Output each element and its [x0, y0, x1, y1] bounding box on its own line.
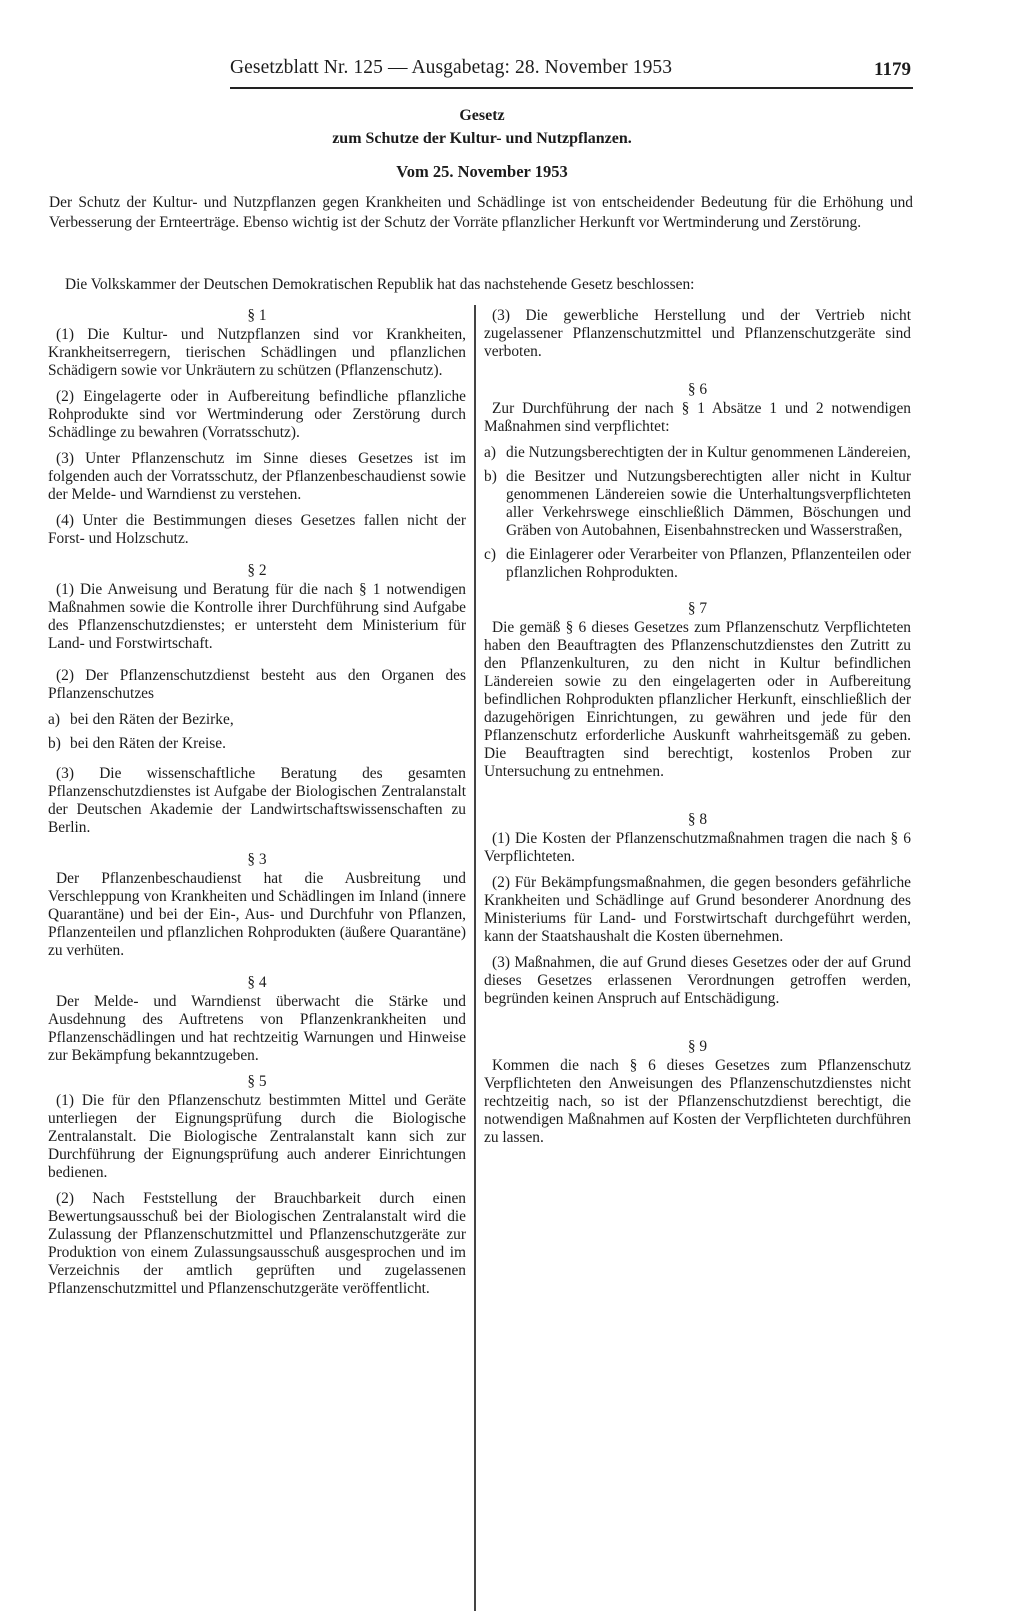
section-7-paragraph-1: Die gemäß § 6 dieses Gesetzes zum Pflanzenschutz Verpflichteten haben den Beauftragten des Pflanzenschutzdienstes den Zutritt zu den Pflanzenkulturen, zu den nicht in Kultur befindlichen Ländereien sowie zu den eingelagerten oder in Aufbereitung befindlichen Rohprodukten pflanzlicher Herkunft, einschließlich der dazugehörigen Einrichtungen, zu gewähren und jede für den Pflanzenschutz erforderliche Auskunft wahrheitsgemäß zu geben. Die Beauftragten sind berechtigt, kostenlos Proben zur Untersuchung zu entnehmen. — [484, 619, 911, 780]
section-8-paragraph-1: (1) Die Kosten der Pflanzenschutzmaßnahmen tragen die nach § 6 Verpflichteten. — [484, 830, 911, 865]
list-item: a) bei den Räten der Bezirke, — [48, 711, 234, 728]
law-subtitle: zum Schutze der Kultur- und Nutzpflanzen. — [332, 129, 632, 147]
enactment-clause: Die Volkskammer der Deutschen Demokratischen Republik hat das nachstehende Gesetz beschlossen: — [65, 276, 695, 293]
column-divider — [474, 305, 476, 1611]
section-9-heading: § 9 — [687, 1038, 708, 1055]
section-2-paragraph-2: (2) Der Pflanzenschutzdienst besteht aus den Organen des Pflanzenschutzes — [48, 667, 466, 702]
right-column — [484, 307, 911, 1155]
running-title: Gesetzblatt Nr. 125 — Ausgabetag: 28. November 1953 — [230, 57, 673, 78]
section-6-heading: § 6 — [687, 381, 708, 398]
section-8-paragraph-3: (3) Maßnahmen, die auf Grund dieses Gesetzes oder der auf Grund dieses Gesetzes erlassenen Verordnungen getroffen werden, begründen keinen Anspruch auf Entschädigung. — [484, 954, 911, 1007]
section-2-paragraph-1: (1) Die Anweisung und Beratung für die nach § 1 notwendigen Maßnahmen sowie die Kontrolle ihrer Durchführung sind Aufgabe des Pflanzenschutzdienstes; er untersteht dem Ministerium für Land- und Forstwirtschaft. — [48, 581, 466, 652]
page-header — [230, 57, 913, 89]
section-1-paragraph-1: (1) Die Kultur- und Nutzpflanzen sind vor Krankheiten, Krankheitserregern, tierischen Schädlingen und pflanzlichen Schädigern sowie vor Unkräutern zu schützen (Pflanzenschutz). — [48, 326, 466, 379]
section-5-paragraph-1: (1) Die für den Pflanzenschutz bestimmten Mittel und Geräte unterliegen der Eignungsprüfung durch die Biologische Zentralanstalt. Die Biologische Zentralanstalt kann sich zur Durchführung der Eignungsprüfung auch anderer Einrichtungen bedienen. — [48, 1092, 466, 1181]
law-date: Vom 25. November 1953 — [396, 162, 568, 182]
left-column — [48, 307, 466, 1306]
law-title-block — [48, 106, 916, 182]
section-3-heading: § 3 — [247, 851, 267, 868]
section-6-paragraph-1: Zur Durchführung der nach § 1 Absätze 1 und 2 notwendigen Maßnahmen sind verpflichtet: — [484, 400, 911, 435]
section-1-paragraph-4: (4) Unter die Bestimmungen dieses Gesetzes fallen nicht der Forst- und Holzschutz. — [48, 512, 466, 547]
page-number: 1179 — [874, 59, 911, 80]
section-8-heading: § 8 — [687, 811, 708, 828]
section-2-paragraph-3: (3) Die wissenschaftliche Beratung des gesamten Pflanzenschutzdienstes ist Aufgabe der Biologischen Zentralanstalt der Deutschen Akademie der Landwirtschaftswissenschaften zu Berlin. — [48, 765, 466, 836]
preamble: Der Schutz der Kultur- und Nutzpflanzen gegen Krankheiten und Schädlinge ist von entscheidender Bedeutung für die Erhöhung und Verbesserung der Ernteerträge. Ebenso wichtig ist der Schutz der Vorräte pflanzlicher Herkunft vor Wertminderung und Zerstörung. — [49, 194, 913, 231]
section-8-paragraph-2: (2) Für Bekämpfungsmaßnahmen, die gegen besonders gefährliche Krankheiten und Schädlinge auf Grund besonderer Anordnung des Ministeriums für Land- und Forstwirtschaft durchgeführt werden, kann der Staatshaushalt die Kosten übernehmen. — [484, 874, 911, 945]
section-7-heading: § 7 — [687, 600, 708, 617]
section-9-paragraph-1: Kommen die nach § 6 dieses Gesetzes zum Pflanzenschutz Verpflichteten den Anweisungen des Pflanzenschutzdienstes nicht rechtzeitig nach, so ist der Pflanzenschutzdienst berechtigt, die notwendigen Maßnahmen auf Kosten der Verpflichteten durchführen zu lassen. — [484, 1057, 911, 1146]
section-4-paragraph-1: Der Melde- und Warndienst überwacht die Stärke und Ausdehnung des Auftretens von Pflanzenkrankheiten und Pflanzenschädlingen und hat rechtzeitig Warnungen und Hinweise zur Bekämpfung bekanntzugeben. — [48, 993, 466, 1064]
section-1-paragraph-3: (3) Unter Pflanzenschutz im Sinne dieses Gesetzes ist im folgenden auch der Vorratsschutz, der Pflanzenbeschaudienst sowie der Melde- und Warndienst zu verstehen. — [48, 450, 466, 503]
section-5-heading: § 5 — [247, 1073, 267, 1090]
section-2-heading: § 2 — [247, 562, 267, 579]
list-item: b) die Besitzer und Nutzungsberechtigten aller nicht in Kultur genommenen Ländereien sowie die Unterhaltungsverpflichteten aller Verkehrswege einschließlich Dämmen, Böschungen und Gräben von Autobahnen, Eisenbahnstrecken und Wasserstraßen, — [484, 468, 911, 539]
list-item: a) die Nutzungsberechtigten der in Kultur genommenen Ländereien, — [484, 444, 911, 461]
section-3-paragraph-1: Der Pflanzenbeschaudienst hat die Ausbreitung und Verschleppung von Krankheiten und Schädlingen im Inland (innere Quarantäne) und bei der Ein-, Aus- und Durchfuhr von Pflanzen, Pflanzenteilen und pflanzlichen Rohprodukten (äußere Quarantäne) zu verhüten. — [48, 870, 466, 959]
section-1-paragraph-2: (2) Eingelagerte oder in Aufbereitung befindliche pflanzliche Rohprodukte sind vor Wertminderung oder Zerstörung durch Schädlinge zu bewahren (Vorratsschutz). — [48, 388, 466, 441]
section-1-heading: § 1 — [247, 307, 267, 324]
list-item: c) die Einlagerer oder Verarbeiter von Pflanzen, Pflanzenteilen oder pflanzlichen Rohprodukten. — [484, 546, 911, 581]
law-title: Gesetz — [459, 107, 505, 124]
section-5-paragraph-2: (2) Nach Feststellung der Brauchbarkeit durch einen Bewertungsausschuß bei der Biologischen Zentralanstalt wird die Zulassung der Pflanzenschutzmittel und Pflanzenschutzgeräte zur Produktion von einem Zulassungsausschuß ausgesprochen und im Verzeichnis der amtlich geprüften und zugelassenen Pflanzenschutzmittel und Pflanzenschutzgeräte veröffentlicht. — [48, 1190, 466, 1297]
section-5-paragraph-3: (3) Die gewerbliche Herstellung und der Vertrieb nicht zugelassener Pflanzenschutzmittel und Pflanzenschutzgeräte sind verboten. — [484, 307, 911, 360]
list-item: b) bei den Räten der Kreise. — [48, 735, 226, 752]
section-4-heading: § 4 — [247, 974, 267, 991]
